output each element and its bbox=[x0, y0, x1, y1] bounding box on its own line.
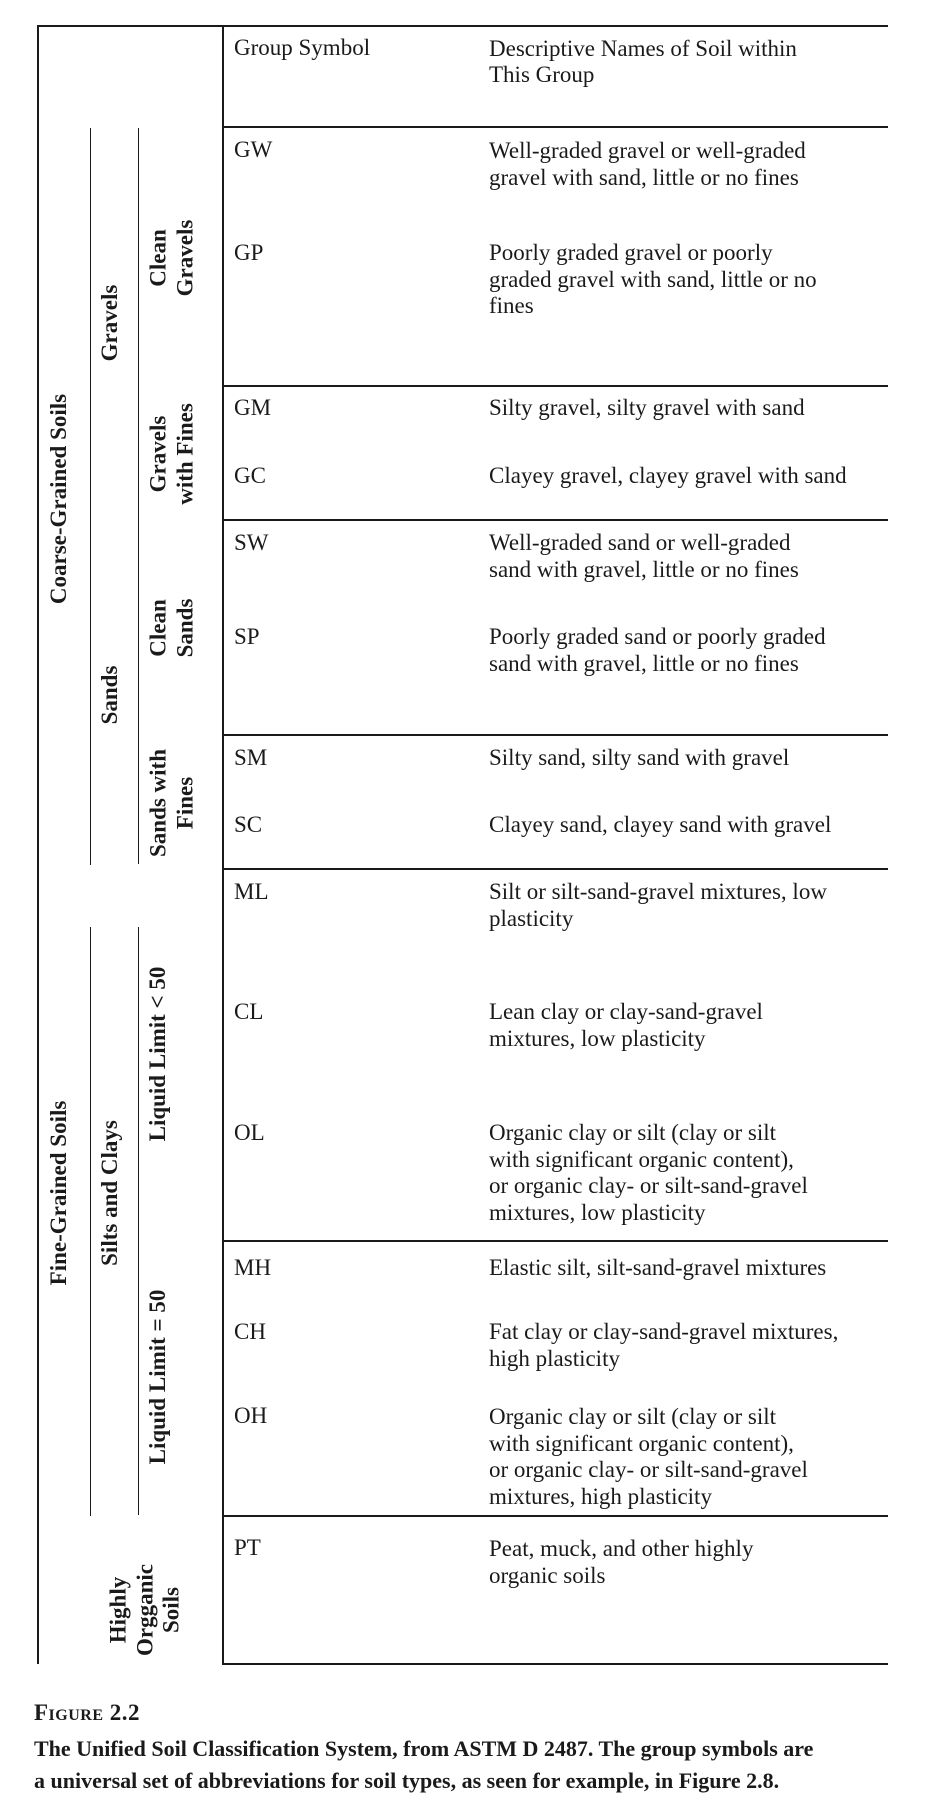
category-column-divider bbox=[222, 25, 224, 1665]
row-symbol: GP bbox=[234, 240, 264, 265]
row-desc: Elastic silt, silt-sand-gravel mixtures bbox=[489, 1255, 827, 1280]
table-top-border bbox=[37, 25, 888, 27]
label-liquid-limit-eq-50: Liquid Limit = 50 bbox=[144, 1289, 170, 1465]
table-left-border bbox=[37, 25, 39, 1664]
row-desc: Well-graded gravel or well-graded gravel with sand, little or no fines bbox=[489, 138, 806, 190]
figure-label: Figure 2.2 bbox=[34, 1700, 141, 1725]
header-desc-line-2: This Group bbox=[489, 62, 595, 87]
label-highly-organic-soils: Highly Orgganic Soils bbox=[105, 1564, 184, 1656]
label-fine-grained: Fine-Grained Soils bbox=[45, 1100, 71, 1286]
row-desc: Poorly graded sand or poorly graded sand with gravel, little or no fines bbox=[489, 624, 826, 676]
row-symbol: SP bbox=[234, 624, 260, 649]
row-desc: Well-graded sand or well-graded sand with gravel, little or no fines bbox=[489, 530, 799, 582]
separator-sands-fines bbox=[222, 734, 888, 736]
row-desc: Organic clay or silt (clay or silt with significant organic content), or organic clay- or silt-sand-gravel mixtures, high plasticity bbox=[489, 1404, 808, 1509]
bracket-silts-clays bbox=[90, 927, 91, 1516]
row-symbol: SW bbox=[234, 530, 269, 555]
row-symbol: ML bbox=[234, 879, 269, 904]
separator-ll-eq50 bbox=[222, 1240, 888, 1242]
label-clean-sands: Clean Sands bbox=[145, 598, 197, 658]
row-symbol: SC bbox=[234, 812, 263, 837]
row-symbol: GM bbox=[234, 395, 272, 420]
row-symbol: CH bbox=[234, 1319, 266, 1344]
label-sands: Sands bbox=[96, 665, 122, 725]
row-desc: Fat clay or clay-sand-gravel mixtures, high plasticity bbox=[489, 1319, 839, 1371]
label-gravels: Gravels bbox=[96, 284, 122, 362]
row-desc: Lean clay or clay-sand-gravel mixtures, low plasticity bbox=[489, 999, 763, 1051]
row-symbol: OH bbox=[234, 1403, 268, 1428]
row-desc: Organic clay or silt (clay or silt with significant organic content), or organic clay- or silt-sand-gravel mixtures, low plasticity bbox=[489, 1120, 808, 1225]
row-symbol: SM bbox=[234, 745, 268, 770]
bracket-gravels-sands bbox=[90, 128, 91, 865]
header-group-symbol: Group Symbol bbox=[234, 35, 371, 60]
row-desc: Poorly graded gravel or poorly graded gravel with sand, little or no fines bbox=[489, 240, 817, 318]
table-bottom-border bbox=[222, 1663, 888, 1665]
row-symbol: PT bbox=[234, 1535, 261, 1560]
row-symbol: CL bbox=[234, 999, 264, 1024]
separator-header bbox=[222, 126, 888, 128]
label-gravels-with-fines: Gravels with Fines bbox=[145, 403, 197, 505]
row-desc: Silt or silt-sand-gravel mixtures, low plasticity bbox=[489, 879, 827, 931]
separator-fine-grained bbox=[222, 868, 888, 870]
separator-clean-sands bbox=[222, 519, 888, 521]
header-desc-line-1: Descriptive Names of Soil within bbox=[489, 36, 797, 61]
label-coarse-grained: Coarse-Grained Soils bbox=[45, 393, 71, 605]
bracket-gravels-sub bbox=[138, 128, 139, 864]
caption-line-1: The Unified Soil Classification System, from ASTM D 2487. The group symbols are bbox=[34, 1736, 814, 1761]
row-symbol: GC bbox=[234, 463, 266, 488]
row-desc: Clayey sand, clayey sand with gravel bbox=[489, 812, 832, 837]
label-liquid-limit-lt-50: Liquid Limit < 50 bbox=[144, 966, 170, 1142]
separator-highly-organic bbox=[222, 1515, 888, 1517]
row-symbol: MH bbox=[234, 1255, 272, 1280]
separator-gravels-fines bbox=[222, 385, 888, 387]
label-clean-gravels: Clean Gravels bbox=[145, 219, 197, 297]
caption-line-2: a universal set of abbreviations for soil types, as seen for example, in Figure 2.8. bbox=[34, 1768, 780, 1793]
row-desc: Silty sand, silty sand with gravel bbox=[489, 745, 790, 770]
row-symbol: GW bbox=[234, 137, 273, 162]
row-desc: Peat, muck, and other highly organic soils bbox=[489, 1536, 754, 1588]
row-symbol: OL bbox=[234, 1120, 265, 1145]
label-silts-and-clays: Silts and Clays bbox=[96, 1120, 122, 1266]
row-desc: Silty gravel, silty gravel with sand bbox=[489, 395, 805, 420]
row-desc: Clayey gravel, clayey gravel with sand bbox=[489, 463, 847, 488]
bracket-liquid-limit bbox=[138, 927, 139, 1515]
label-sands-with-fines: Sands with Fines bbox=[145, 748, 197, 858]
